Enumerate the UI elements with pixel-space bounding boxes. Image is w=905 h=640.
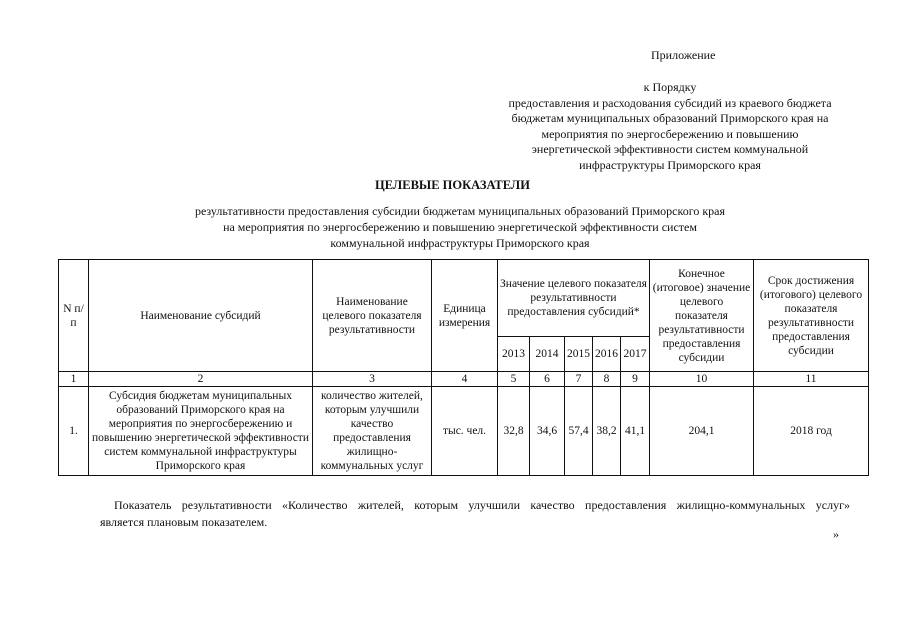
footnote <box>100 497 850 531</box>
row-value: 34,6 <box>530 387 565 476</box>
header-value-group: Значение целевого показателя результативности предоставления субсидий* <box>498 260 650 337</box>
appendix-line: энергетической эффективности систем коммунальной <box>531 142 809 156</box>
appendix-line: мероприятия по энергосбережению и повышению <box>541 126 799 141</box>
appendix-label: Приложение <box>651 48 716 62</box>
row-value: 41,1 <box>621 387 650 476</box>
appendix-line: предоставления и расходования субсидий из краевого бюджета <box>508 95 832 110</box>
table-row <box>59 387 869 476</box>
row-unit: тыс. чел. <box>432 387 498 476</box>
footnote-line: Показатель результативности «Количество жителей, которым улучшили качество предоставления жилищно-коммунальных услуг» <box>114 498 850 512</box>
column-number: 2 <box>89 372 313 387</box>
row-deadline: 2018 год <box>754 387 869 476</box>
column-number: 3 <box>313 372 432 387</box>
header-subsidy: Наименование субсидий <box>89 260 313 372</box>
header-year: 2016 <box>593 337 621 372</box>
row-final: 204,1 <box>650 387 754 476</box>
document-title: ЦЕЛЕВЫЕ ПОКАЗАТЕЛИ <box>375 178 530 192</box>
subtitle-line: на мероприятия по энергосбережению и повышению энергетической эффективности систем <box>223 220 697 234</box>
column-number: 11 <box>754 372 869 387</box>
appendix-line: инфраструктуры Приморского края <box>579 157 761 172</box>
indicators-table <box>58 259 869 476</box>
appendix-line: бюджетам муниципальных образований Приморского края на <box>511 111 829 125</box>
header-deadline: Срок достижения (итогового) целевого показателя результативности предоставления субсидии <box>754 260 869 372</box>
row-num: 1. <box>59 387 89 476</box>
appendix-reference <box>490 80 850 173</box>
row-indicator: количество жителей, которым улучшили качество предоставления жилищно-коммунальных услуг <box>313 387 432 476</box>
header-indicator: Наименование целевого показателя результативности <box>313 260 432 372</box>
header-year: 2013 <box>498 337 530 372</box>
closing-quote: » <box>833 527 839 541</box>
row-value: 57,4 <box>565 387 593 476</box>
header-unit: Единица измерения <box>432 260 498 372</box>
column-number: 9 <box>621 372 650 387</box>
header-year: 2017 <box>621 337 650 372</box>
footnote-line: является плановым показателем. <box>100 515 268 529</box>
header-final: Конечное (итоговое) значение целевого показателя результативности предоставления субсидии <box>650 260 754 372</box>
column-number: 8 <box>593 372 621 387</box>
row-value: 38,2 <box>593 387 621 476</box>
row-subsidy: Субсидия бюджетам муниципальных образований Приморского края на мероприятия по энергосбережению и повышению энергетической эффективности систем коммунальной инфраструктуры Приморского края <box>89 387 313 476</box>
subtitle-line: результативности предоставления субсидии бюджетам муниципальных образований Приморского края <box>194 204 726 218</box>
column-number: 1 <box>59 372 89 387</box>
column-number: 4 <box>432 372 498 387</box>
column-number: 6 <box>530 372 565 387</box>
column-number: 5 <box>498 372 530 387</box>
document-subtitle <box>130 203 790 251</box>
header-year: 2015 <box>565 337 593 372</box>
column-number: 7 <box>565 372 593 387</box>
subtitle-line: коммунальной инфраструктуры Приморского края <box>330 236 590 250</box>
header-num: N п/п <box>59 260 89 372</box>
column-number: 10 <box>650 372 754 387</box>
row-value: 32,8 <box>498 387 530 476</box>
header-year: 2014 <box>530 337 565 372</box>
appendix-line: к Порядку <box>643 80 697 94</box>
